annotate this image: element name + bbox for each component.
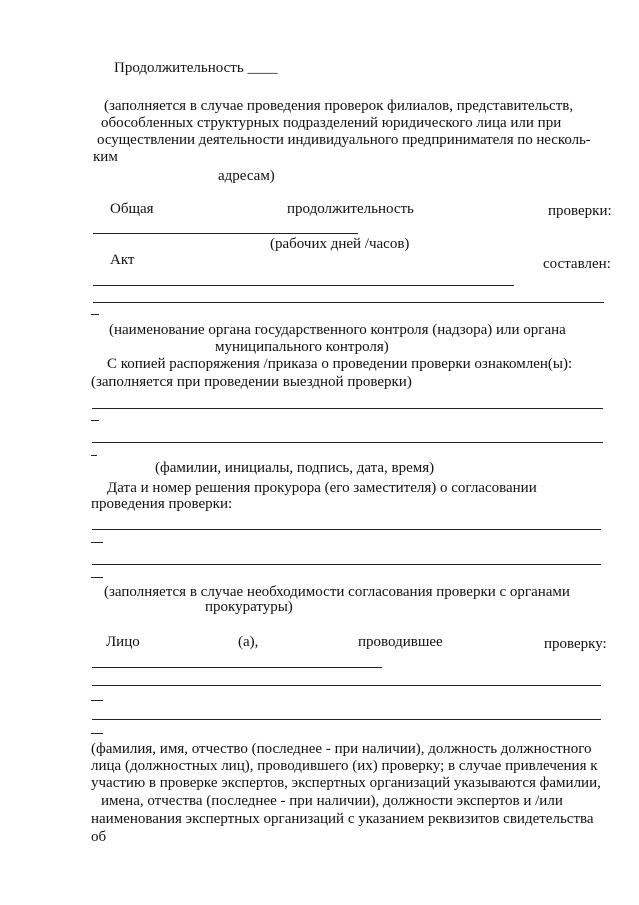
copy-fill-line-2 xyxy=(92,442,603,443)
inspector-caption-line5: наименования экспертных организаций с указанием реквизитов свидетельства xyxy=(91,811,594,827)
inspector-fill-line-3-tail xyxy=(91,733,103,734)
inspector-word-litso: Лицо xyxy=(106,634,140,650)
duration-note-line2: обособленных структурных подразделений юридического лица или при xyxy=(101,115,562,131)
inspector-caption-line1: (фамилия, имя, отчество (последнее - при наличии), должность должностного xyxy=(91,741,592,757)
act-fill-line-2-tail xyxy=(91,314,99,315)
duration-note-line4: ким xyxy=(93,149,118,165)
copy-line1: С копией распоряжения /приказа о проведении проверки ознакомлен(ы): xyxy=(107,356,573,372)
total-word-proverki: проверки: xyxy=(548,203,612,219)
inspector-caption-line4: имена, отчества (последнее - при наличии), должности экспертов и /или xyxy=(101,793,563,809)
copy-fill-line-1 xyxy=(92,408,603,409)
prosecutor-caption-line1: (заполняется в случае необходимости согласования проверки с органами xyxy=(104,584,570,600)
prosecutor-fill-line-2-tail xyxy=(91,577,103,578)
inspector-word-proverku: проверку: xyxy=(544,636,607,652)
inspector-caption-line2: лица (должностных лиц), проводившего (их) проверку; в случае привлечения к xyxy=(91,758,598,774)
act-caption-line1: (наименование органа государственного контроля (надзора) или органа xyxy=(109,322,566,338)
total-fill-line xyxy=(93,233,358,234)
inspector-caption-line6: об xyxy=(91,829,107,845)
inspector-caption-line3: участию в проверке экспертов, экспертных организаций указываются фамилии, xyxy=(91,775,601,791)
total-word-prodolzhitelnost: продолжительность xyxy=(287,201,414,217)
prosecutor-fill-line-1-tail xyxy=(91,542,103,543)
act-caption-line2: муниципального контроля) xyxy=(215,339,389,355)
inspector-fill-line-2-tail xyxy=(91,700,103,701)
prosecutor-fill-line-1 xyxy=(92,529,601,530)
inspector-fill-line-2 xyxy=(92,685,601,686)
act-word-akt: Акт xyxy=(110,252,135,268)
act-fill-line-1 xyxy=(93,285,514,286)
copy-caption: (фамилии, инициалы, подпись, дата, время) xyxy=(155,460,435,476)
inspector-word-provodivshee: проводившее xyxy=(358,634,443,650)
inspector-fill-line-3 xyxy=(92,719,601,720)
duration-label: Продолжительность ____ xyxy=(114,60,278,76)
prosecutor-line1: Дата и номер решения прокурора (его заместителя) о согласовании xyxy=(107,480,537,496)
prosecutor-line2: проведения проверки: xyxy=(91,496,233,512)
copy-fill-line-2-tail xyxy=(91,455,97,456)
prosecutor-caption-line2: прокуратуры) xyxy=(205,599,293,615)
prosecutor-fill-line-2 xyxy=(92,564,601,565)
inspector-word-a: (а), xyxy=(238,634,259,650)
duration-note-line3: осуществлении деятельности индивидуального предпринимателя по несколь- xyxy=(97,132,591,148)
copy-fill-line-1-tail xyxy=(91,420,99,421)
total-word-obshchaya: Общая xyxy=(110,201,154,217)
copy-line2: (заполняется при проведении выездной проверки) xyxy=(91,374,412,390)
act-fill-line-2 xyxy=(93,302,604,303)
duration-note-line1: (заполняется в случае проведения проверок филиалов, представительств, xyxy=(104,98,574,114)
total-units-caption: (рабочих дней /часов) xyxy=(270,236,410,252)
duration-note-line5: адресам) xyxy=(218,168,275,184)
inspector-fill-line-1 xyxy=(92,667,382,668)
act-word-sostavlen: составлен: xyxy=(543,256,611,272)
